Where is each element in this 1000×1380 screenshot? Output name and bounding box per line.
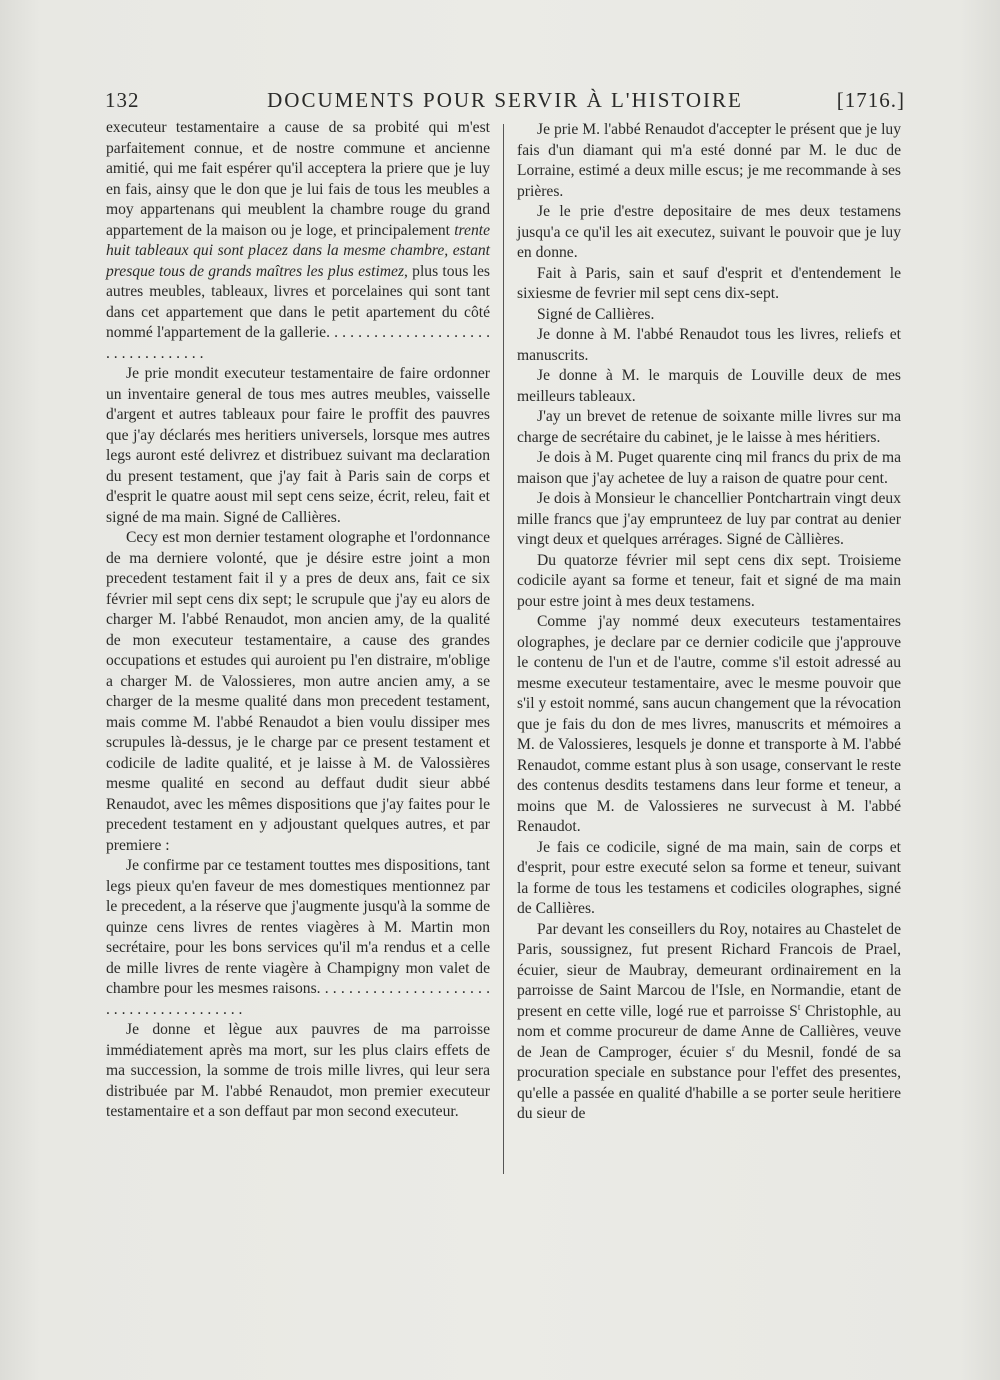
page-header	[105, 88, 905, 118]
paragraph: Cecy est mon dernier testament olographe et l'ordonnance de ma derniere volonté, que je désire estre joint a mon precedent testament fait il y a pres de deux ans, fait ce six février mil sept cens dix sept; le scrupule que j'ay eu alors de charger M. l'abbé Renaudot, mon ancien amy, de la qualité de mon executeur testamentaire, a cause des grandes occupations et estudes qui auroient pu l'en distraire, m'oblige a charger M. de Valossieres, mon autre ancien amy, a se charger de la mesme qualité dans mon precedent testament, mais comme M. l'abbé Renaudot a bien voulu dissiper mes scrupules là-dessus, je le charge par ce present testament et codicile de ladite qualité, et je laisse à M. de Valossières mesme qualité en second au deffaut dudit sieur abbé Renaudot, avec les mêmes dispositions que j'ay faites pour le precedent testament en y adjoustant quelques autres, et par premiere :	[106, 529, 490, 854]
paragraph: Comme j'ay nommé deux executeurs testamentaires olographes, je declare par ce dernier codicile que j'approuve le contenu de l'un et de l'autre, comme s'il estoit adressé au mesme executeur testamentaire, avec le mesme pouvoir que s'il y estoit nommé, sans aucun changement que la révocation que je fais du don de mes livres, manuscrits et mémoires a M. de Valossieres, lesquels je donne et transporte à M. l'abbé Renaudot, comme estant plus à son usage, conservant le reste des contenus desdits testamens dans leur forme et teneur, a moins que M. de Valossieres ne survecust à M. l'abbé Renaudot.	[517, 613, 901, 835]
paragraph: Signé de Callières.	[537, 305, 655, 323]
paragraph: Fait à Paris, sain et sauf d'esprit et d'entendement le sixiesme de fevrier mil sept cens dix-sept.	[517, 264, 901, 302]
paragraph: Je dois à M. Puget quarente cinq mil francs du prix de ma maison que j'ay achetee de luy a raison de quatre pour cent.	[517, 449, 901, 487]
paragraph: Je le prie d'estre depositaire de mes deux testamens jusqu'a ce qu'il les ait executez, suivant le pouvoir que je luy en donne.	[517, 203, 901, 261]
column-divider	[503, 124, 504, 1174]
paragraph: Du quatorze février mil sept cens dix sept. Troisieme codicile ayant sa forme et teneur, fait et signé de ma main pour estre joint à mes deux testamens.	[517, 551, 901, 610]
paragraph: Je donne et lègue aux pauvres de ma parroisse immédiatement après ma mort, sur les plus clairs effets de ma succession, la somme de trois mille livres, qui leur sera distribuée par M. l'abbé Renaudot, mon premier executeur testamentaire et a son deffaut par mon second executeur.	[106, 1021, 490, 1120]
paragraph: Je prie M. l'abbé Renaudot d'accepter le présent que je luy fais d'un diamant qui m'a esté donné par M. le duc de Lorraine, estimé a deux mille escus; je me recommande à ses prières.	[517, 121, 901, 200]
paragraph: Je dois à Monsieur le chancellier Pontchartrain vingt deux mille francs que j'ay emprunteez de luy par contrat au denier vingt deux et quelques arrérages. Signé de Càllières.	[517, 490, 901, 548]
paragraph: Je fais ce codicile, signé de ma main, sain de corps et d'esprit, pour estre executé selon sa forme et teneur, suivant la forme de tous les testamens et codiciles olographes, signé de Callières.	[517, 838, 901, 917]
paragraph: Je prie mondit executeur testamentaire de faire ordonner un inventaire general de tous mes autres meubles, vaisselle d'argent et autres tableaux pour faire le proffit des pauvres que j'ay déclarés mes heritiers universels, lorsque mes autres legs auront esté delivrez et distribuez suivant ma declaration du present testament, que j'ay fait à Paris sain de corps et d'esprit le quatre aoust mil sept cens seize, écrit, releu, fait et signé de ma main. Signé de Callières.	[106, 365, 490, 526]
header-year: [1716.]	[836, 88, 905, 112]
paragraph: Par devant les conseillers du Roy, notaires au Chastelet de Paris, soussignez, fut present Richard Francois de Prael, écuier, sieur de Maubray, demeurant ordinairement en la parroisse de Saint Marcou de l'Isle, en Normandie, etant de present en cette ville, logé rue et parroisse $S^t$ Christophle, au nom et comme procureur de dame Anne de Callières, veuve de Jean de Camproger, écuier $s^r$ du Mesnil, fondé de sa procuration speciale en substance pour l'effet des presentes, qu'elle a passée en qualité d'habille a se porter seule heritiere du sieur de	[517, 920, 902, 1122]
paragraph: Je donne à M. le marquis de Louville deux de mes meilleurs tableaux.	[517, 367, 901, 405]
paragraph: Je confirme par ce testament touttes mes dispositions, tant legs pieux qu'en faveur de mes domestiques mentionnez par le precedent, a la réserve que j'augmente jusqu'à la somme de quinze cens livres de rentes viagères à M. Martin mon secrétaire, pour les bons services qu'il m'a rendus et a celle de mille livres de rente viagère à Champigny mon valet de chambre pour les mesmes raisons. . . . . . . . . . . . . . . . . . . . . . . . . . . . . . . . . . . . . . . .	[106, 857, 490, 1018]
page-number: 132	[105, 88, 140, 112]
right-column	[517, 120, 901, 1125]
left-column	[106, 118, 490, 1123]
running-title: DOCUMENTS POUR SERVIR À L'HISTOIRE	[267, 88, 743, 112]
paragraph: J'ay un brevet de retenue de soixante mille livres sur ma charge de secrétaire du cabinet, je le laisse à mes héritiers.	[517, 408, 901, 446]
paragraph: executeur testamentaire a cause de sa probité qui m'est parfaitement connue, et de nostre commune et ancienne amitié, qui me fait espérer qu'il acceptera la priere que je luy en fais, ainsy que le don que je lui fais de tous les meubles a moy appartenans qui meublent la chambre rouge du grand appartement de la maison ou je loge, et principalement trente huit tableaux qui sont placez dans la mesme chambre, estant presque tous de grands maîtres les plus estimez, plus tous les autres meubles, tableaux, livres et porcelaines qui sont tant dans cet appartement que dans le petit apartement du côté nommé l'appartement de la gallerie. . . . . . . . . . . . . . . . . . . . . . . . . . . . . . . . . .	[106, 119, 491, 362]
paragraph: Je donne à M. l'abbé Renaudot tous les livres, reliefs et manuscrits.	[517, 326, 901, 364]
